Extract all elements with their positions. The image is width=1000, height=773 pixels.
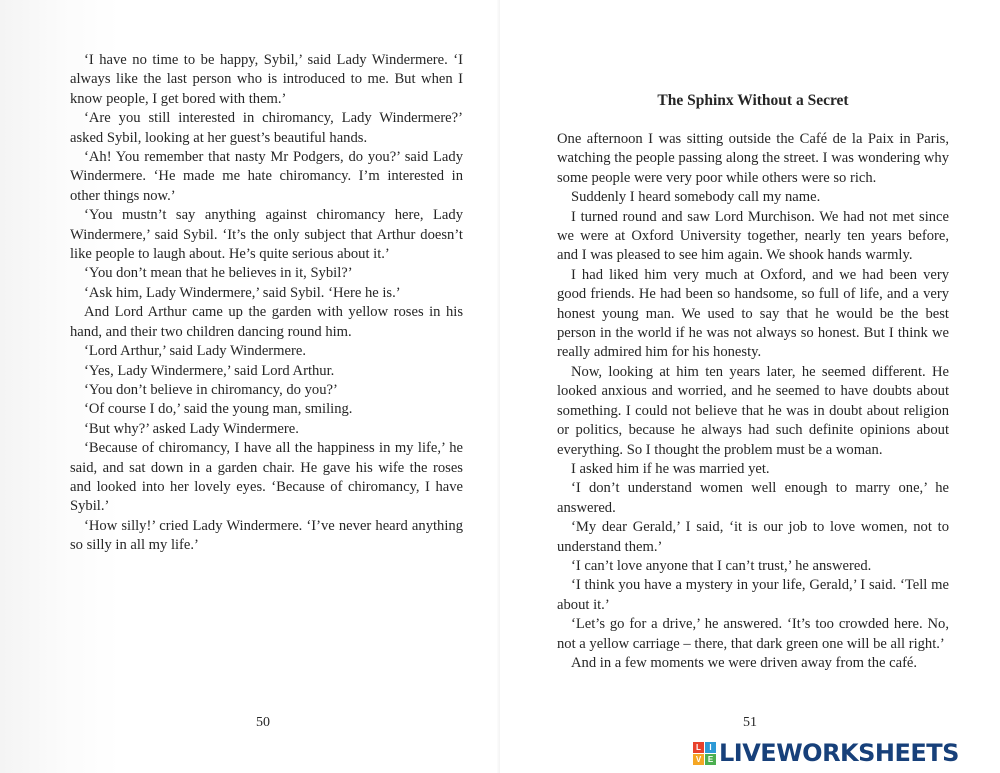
paragraph: I asked him if he was married yet.: [571, 460, 770, 477]
paragraph: ‘Because of chiromancy, I have all the happiness in my life,’ he said, and sat down in a garden chair. He gave his wife the roses and looked into her lovely eyes. ‘Because of chiromancy, I have Sybil.’: [70, 440, 463, 515]
paragraph: ‘Ah! You remember that nasty Mr Podgers, do you?’ said Lady Windermere. ‘He made me hate chiromancy. I’m interested in other things now.’: [70, 149, 463, 204]
paragraph: One afternoon I was sitting outside the Café de la Paix in Paris, watching the people passing along the street. I was wondering why some people were very poor while others were so rich.: [557, 131, 949, 186]
paragraph: ‘How silly!’ cried Lady Windermere. ‘I’ve never heard anything so silly in all my life.’: [70, 517, 463, 554]
liveworksheets-watermark: [693, 737, 993, 769]
paragraph: ‘Lord Arthur,’ said Lady Windermere.: [84, 343, 306, 360]
paragraph: ‘You don’t mean that he believes in it, Sybil?’: [84, 265, 353, 282]
paragraph: ‘But why?’ asked Lady Windermere.: [84, 420, 299, 437]
left-page-text: [70, 51, 463, 556]
paragraph: And in a few moments we were driven away from the café.: [571, 654, 918, 671]
page-number-left: 50: [256, 715, 270, 730]
logo-cube: E: [705, 754, 716, 765]
paragraph: ‘Let’s go for a drive,’ he answered. ‘It’s too crowded here. No, not a yellow carriage – there, that dark green one will be all right.’: [557, 616, 949, 652]
liveworksheets-logo-icon: [693, 742, 716, 765]
paragraph: And Lord Arthur came up the garden with yellow roses in his hand, and their two children dancing round him.: [70, 304, 463, 340]
paragraph: ‘I don’t understand women well enough to marry one,’ he answered.: [557, 480, 949, 516]
paragraph: Now, looking at him ten years later, he seemed different. He looked anxious and worried, and he seemed to have doubts about something. I could not believe that he was in doubt about religion or politics, because he always had such definite opinions about everything. So I thought the problem must be a woman.: [557, 363, 949, 458]
logo-cube: I: [705, 742, 716, 753]
paragraph: ‘You mustn’t say anything against chiromancy here, Lady Windermere,’ said Sybil. ‘It’s the only subject that Arthur doesn’t like people to laugh about. He’s quite serious about it.’: [70, 207, 463, 263]
paragraph: ‘Are you still interested in chiromancy, Lady Windermere?’ asked Sybil, looking at her guest’s beautiful hands.: [70, 110, 463, 146]
paragraph: ‘I think you have a mystery in your life, Gerald,’ I said. ‘Tell me about it.’: [557, 577, 949, 613]
brand-text: LIVEWORKSHEETS: [719, 739, 959, 767]
logo-cube: L: [693, 742, 704, 753]
paragraph: ‘Yes, Lady Windermere,’ said Lord Arthur.: [84, 362, 335, 379]
right-page-text: [557, 130, 949, 673]
page-number-right: 51: [743, 715, 757, 730]
paragraph: I turned round and saw Lord Murchison. We had not met since we were at Oxford University together, nearly ten years before, and I was pleased to see him again. We shook hands warmly.: [557, 208, 949, 264]
paragraph: ‘You don’t believe in chiromancy, do you?’: [84, 381, 338, 398]
logo-cube: V: [693, 754, 704, 765]
paragraph: ‘Of course I do,’ said the young man, smiling.: [84, 401, 353, 418]
paragraph: ‘My dear Gerald,’ I said, ‘it is our job to love women, not to understand them.’: [557, 519, 949, 555]
paragraph: ‘Ask him, Lady Windermere,’ said Sybil. ‘Here he is.’: [84, 284, 401, 301]
story-title: The Sphinx Without a Secret: [657, 92, 849, 109]
paragraph: I had liked him very much at Oxford, and we had been very good friends. He had been so handsome, so full of life, and a very honest young man. We used to say that he would be the best person in the world if he was not always so honest. But I think we really admired him for his honesty.: [557, 266, 949, 361]
paragraph: Suddenly I heard somebody call my name.: [571, 189, 821, 206]
paragraph: ‘I have no time to be happy, Sybil,’ said Lady Windermere. ‘I always like the last person who is introduced to me. But when I know people, I get bored with them.’: [70, 52, 463, 107]
paragraph: ‘I can’t love anyone that I can’t trust,’ he answered.: [571, 557, 872, 574]
